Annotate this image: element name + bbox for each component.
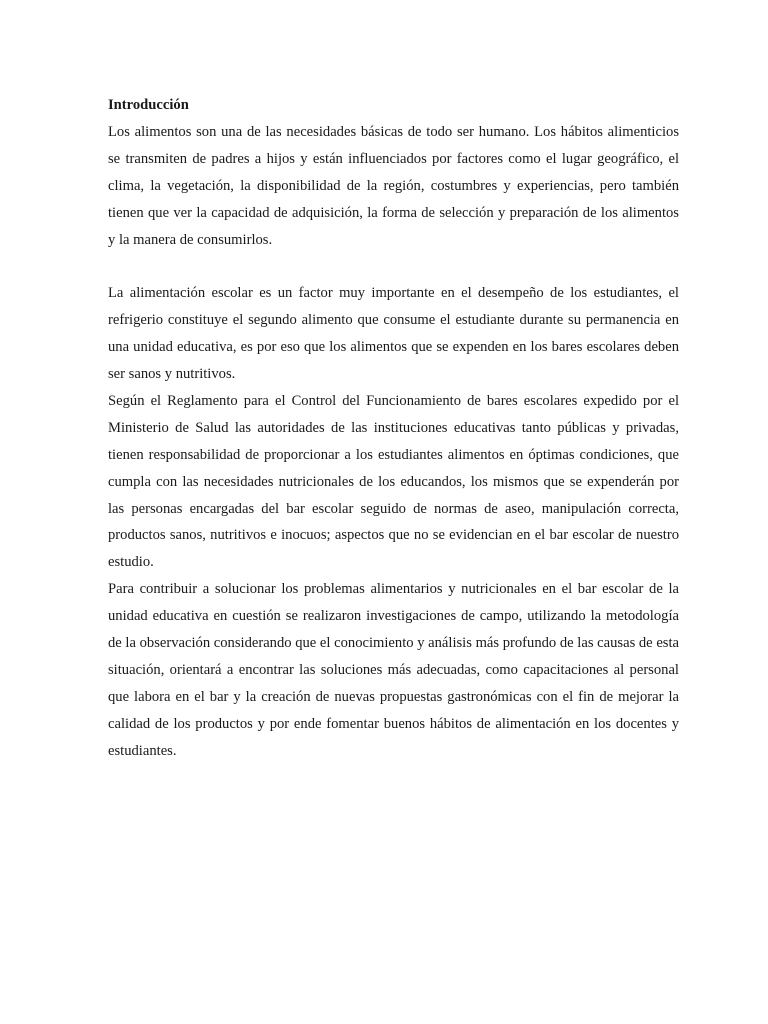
document-body (108, 92, 679, 765)
paragraph-1: Los alimentos son una de las necesidades básicas de todo ser humano. Los hábitos alimenticios se transmiten de padres a hijos y están influenciados por factores como el lugar geográfico, el clima, la vegetación, la disponibilidad de la región, costumbres y experiencias, pero también tienen que ver la capacidad de adquisición, la forma de selección y preparación de los alimentos y la manera de consumirlos. (108, 123, 679, 248)
paragraph-2: La alimentación escolar es un factor muy importante en el desempeño de los estudiantes, el refrigerio constituye el segundo alimento que consume el estudiante durante su permanencia en una unidad educativa, es por eso que los alimentos que se expenden en los bares escolares deben ser sanos y nutritivos. (108, 285, 679, 383)
section-heading: Introducción (108, 97, 189, 113)
paragraph-4: Para contribuir a solucionar los problemas alimentarios y nutricionales en el bar escolar de la unidad educativa en cuestión se realizaron investigaciones de campo, utilizando la metodología de la observación considerando que el conocimiento y análisis más profundo de las causas de esta situación, orientará a encontrar las soluciones más adecuadas, como capacitaciones al personal que labora en el bar y la creación de nuevas propuestas gastronómicas con el fin de mejorar la calidad de los productos y por ende fomentar buenos hábitos de alimentación en los docentes y estudiantes. (108, 581, 680, 759)
paragraph-3: Según el Reglamento para el Control del Funcionamiento de bares escolares expedido por el Ministerio de Salud las autoridades de las instituciones educativas tanto públicas y privadas, tienen responsabilidad de proporcionar a los estudiantes alimentos en óptimas condiciones, que cumpla con las necesidades nutricionales de los educandos, los mismos que se expenderán por las personas encargadas del bar escolar seguido de normas de aseo, manipulación correcta, productos sanos, nutritivos e inocuos; aspectos que no se evidencian en el bar escolar de nuestro estudio. (108, 392, 679, 571)
